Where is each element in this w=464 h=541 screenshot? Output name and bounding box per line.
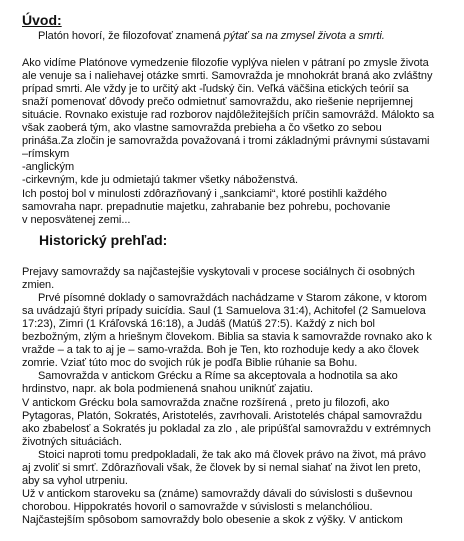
heading-history: Historický prehľad: (39, 232, 168, 248)
text-line: samovraha napr. prepadnutie majetku, zahrabanie bez pohrebu, pochovanie (22, 200, 391, 213)
intro-plain-text: Platón hovorí, že filozofovať znamená (38, 30, 224, 42)
text-line: Najčastejším spôsobom samovraždy bolo obesenie a skok z výšky. V antickom (22, 513, 403, 526)
text-line: aj zvoliť si smrť. Zdôrazňovali však, že človek by si nemal siahať na život len preto, (22, 461, 421, 474)
text-line: bezbožným, zlým a hriešnym človekom. Biblia sa stavia k samovražde rovnako ako k (22, 331, 432, 344)
text-line: situácie. Rovnako existuje rad rozborov najdôležitejších príčin samovrážd. Málokto sa (22, 109, 435, 122)
text-line: prináša.Za zločin je samovražda považovaná i tromi základnými právnymi sústavami (22, 135, 430, 148)
text-line: však zaoberá tým, ako vlastne samovražda prebieha a čo všetko zo sebou (22, 122, 382, 135)
text-line: Ako vidíme Platónove vymedzenie filozofie vyplýva nielen v pátraní po zmysle života (22, 57, 429, 69)
intro-sentence (38, 30, 385, 43)
text-line: zmien. (22, 279, 55, 292)
text-line: -anglickým (22, 161, 75, 174)
text-line: –rímskym (22, 148, 70, 161)
text-line: Prvé písomné doklady o samovraždách nachádzame v Starom zákone, v ktorom (38, 292, 427, 305)
text-line: Už v antickom staroveku sa (známe) samovraždy dávali do súvislosti s duševnou (22, 487, 413, 500)
text-line: zomrie. Vziať túto moc do svojich rúk je podľa Biblie rúhanie sa Bohu. (22, 357, 358, 370)
heading-intro: Úvod: (22, 12, 62, 28)
text-line: ale venuje sa i naliehavej otázke smrti. Samovražda je mnohokrát braná ako zvláštny (22, 70, 433, 83)
text-line: v neposvätenej zemi... (22, 213, 131, 226)
text-line: ako zbabelosť a Sokratés ju pokladal za zlo , ale pripúšťal samovraždu v extrémnych (22, 422, 431, 435)
text-line: -cirkevným, kde ju odmietajú takmer všetky náboženstvá. (22, 174, 299, 187)
text-line: snaží pomenovať dôvody prečo odmietnuť samovraždu, ako riešenie neprijemnej (22, 96, 413, 109)
text-line: Ich postoj bol v minulosti zdôrazňovaný i „sankciami“, ktoré postihli každého (22, 187, 387, 200)
text-line: V antickom Grécku bola samovražda značne rozšírená , preto ju filozofi, ako (22, 396, 390, 409)
text-line: sa uvádzajú štyri prípady suicídia. Saul (1 Samuelova 31:4), Achitofel (2 Samuelova (22, 305, 426, 318)
text-line: vražde – a tak to aj je – samo-vražda. Boh je Ten, kto rozhoduje kedy a ako človek (22, 344, 419, 357)
text-line: Stoici naproti tomu predpokladali, že tak ako má človek právo na život, má právo (38, 448, 426, 461)
text-line: chorobou. Hippokratés hovoril o samovražde v súvislosti s melanchóliou. (22, 500, 373, 513)
text-line: Samovražda v antickom Grécku a Ríme sa akceptovala a hodnotila sa ako (38, 370, 398, 383)
text-line: Prejavy samovraždy sa najčastejšie vyskytovali v procese sociálnych či osobných (22, 266, 415, 278)
text-line: aby sa vyhol utrpeniu. (22, 474, 128, 487)
text-line: prípad smrti. Ale vždy je to určitý akt -ľudský čin. Veľká väčšina etických teórií sa (22, 83, 409, 96)
text-line: Pytagoras, Platón, Sokratés, Aristotelés, zavrhovali. Aristotelés chápal samovraždu (22, 409, 422, 422)
text-line: životných situáciách. (22, 435, 122, 448)
text-line: 17:23), Zimri (1 Kráľovská 16:18), a Judáš (Matúš 27:5). Každý z nich bol (22, 318, 375, 331)
text-line: hrdinstvo, napr. ak bola podmienená snahou uniknúť zajatiu. (22, 383, 314, 396)
intro-italic-text: pýtať sa na zmysel života a smrti. (223, 30, 385, 42)
